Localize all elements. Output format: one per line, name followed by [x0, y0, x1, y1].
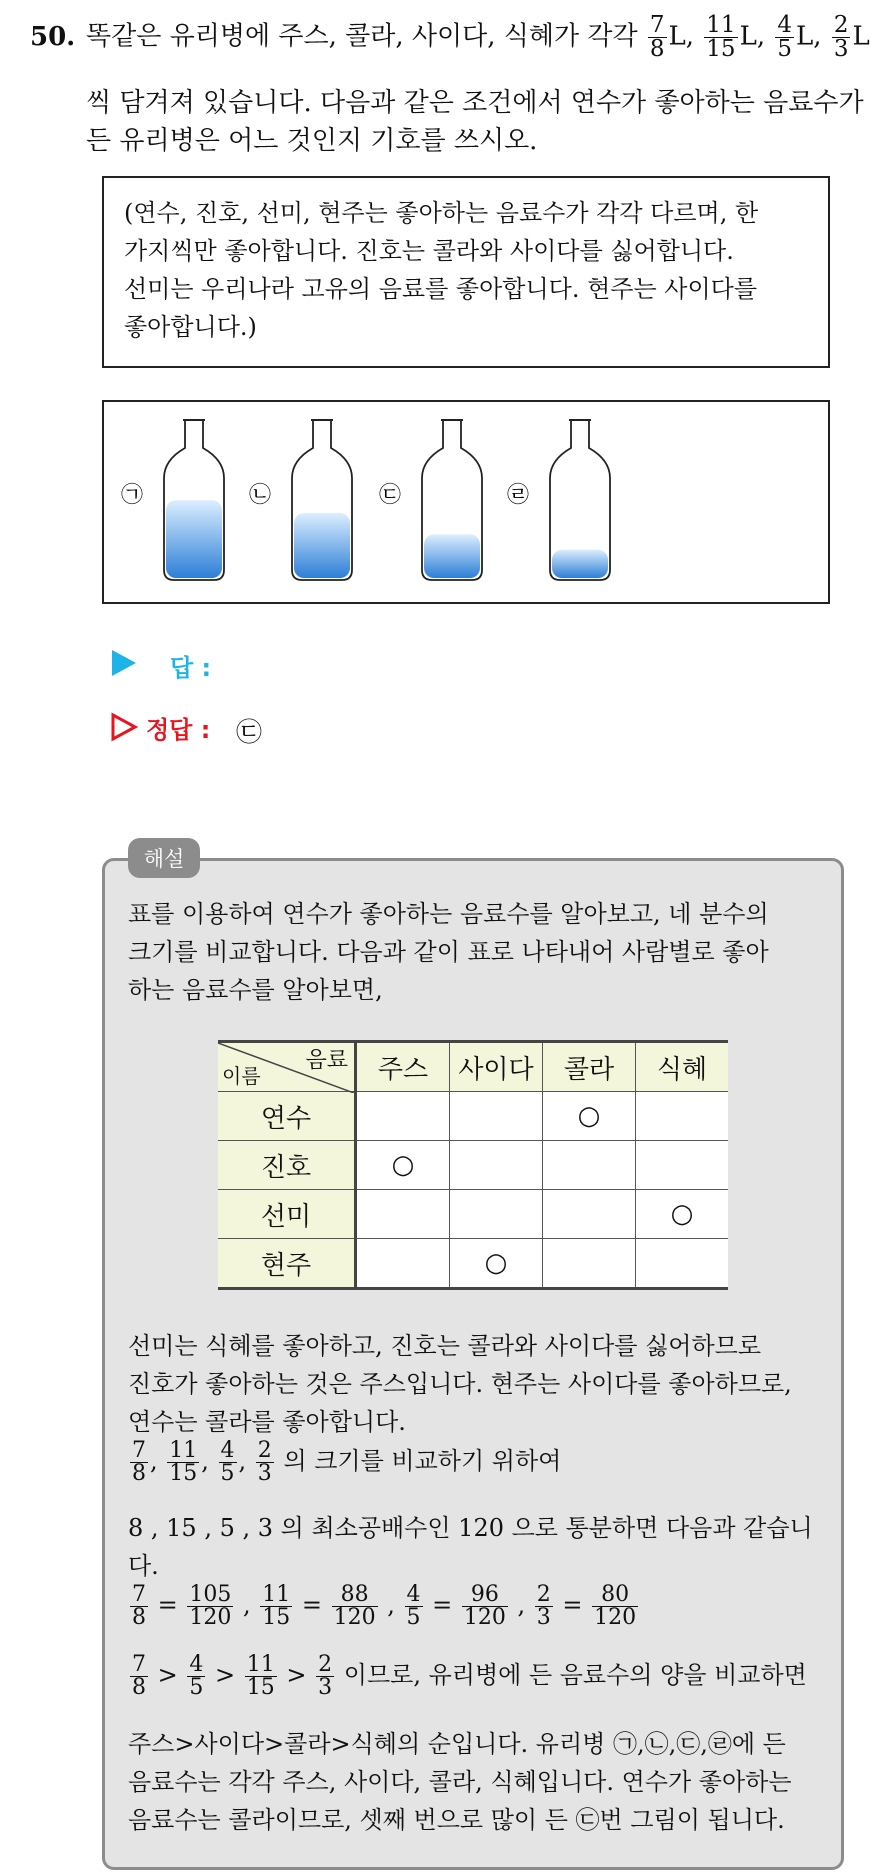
reasoning-line: 선미는 식혜를 좋아하고, 진호는 콜라와 사이다를 싫어하므로	[128, 1332, 762, 1360]
question-line-1	[86, 14, 870, 61]
unit-liter: L,	[739, 21, 766, 52]
explanation-tag: 해설	[128, 838, 200, 878]
correct-arrow-icon	[110, 712, 140, 742]
table-row	[218, 1092, 728, 1141]
equivalent-fraction: $\frac{80}{120}$	[594, 1582, 637, 1630]
conclusion-line: 음료수는 각각 주스, 사이다, 콜라, 식혜입니다. 연수가 좋아하는	[128, 1768, 792, 1796]
compare-text: 의 크기를 비교하기 위하여	[283, 1447, 562, 1475]
order-fraction: $\frac{2}{3}$	[318, 1652, 333, 1700]
fraction-7-8: $\frac{7}{8}$	[649, 12, 665, 62]
lcm-line: 다.	[128, 1552, 159, 1580]
unit-liter: L,	[796, 21, 822, 52]
table-cell	[636, 1141, 729, 1190]
question-line-2: 씩 담겨져 있습니다. 다음과 같은 조건에서 연수가 좋아하는 음료수가	[86, 88, 864, 118]
order-fraction: $\frac{7}{8}$	[132, 1652, 146, 1700]
reasoning-line: 진호가 좋아하는 것은 주스입니다. 현주는 사이다를 좋아하므로,	[128, 1370, 792, 1398]
table-cell: ○	[636, 1190, 729, 1239]
order-text: 이므로, 유리병에 든 음료수의 양을 비교하면	[343, 1661, 807, 1689]
fraction-4-5: $\frac{4}{5}$	[777, 12, 793, 62]
explanation-intro-line: 표를 이용하여 연수가 좋아하는 음료수를 알아보고, 네 분수의	[128, 900, 769, 928]
condition-line: 선미는 우리나라 고유의 음료를 좋아합니다. 현주는 사이다를	[124, 275, 758, 303]
compare-fraction: $\frac{11}{15}$	[169, 1438, 198, 1486]
table-cell	[543, 1141, 636, 1190]
bottle-label: ㉡	[248, 483, 272, 508]
table-row-name: 현주	[218, 1239, 356, 1289]
reasoning-line: 연수는 콜라를 좋아합니다.	[128, 1408, 406, 1436]
table-header-drink: 사이다	[450, 1042, 543, 1092]
table-cell: ○	[450, 1239, 543, 1289]
preference-table	[218, 1040, 728, 1290]
bottle-label: ㉣	[506, 483, 530, 508]
bottles-illustration	[104, 402, 828, 602]
answer-label: 답 :	[170, 654, 212, 682]
bottle-2	[249, 420, 352, 580]
question-line-1-text: 똑같은 유리병에 주스, 콜라, 사이다, 식혜가 각각	[86, 21, 638, 52]
compare-fraction: $\frac{7}{8}$	[132, 1438, 146, 1486]
water-fill	[166, 500, 222, 578]
equivalent-fraction: $\frac{2}{3}$	[536, 1582, 551, 1630]
table-row	[218, 1141, 728, 1190]
correct-answer-value: ㉢	[236, 718, 263, 748]
compare-fraction: $\frac{2}{3}$	[257, 1438, 272, 1486]
fraction-2-3: $\frac{2}{3}$	[833, 12, 849, 62]
equivalent-fraction: $\frac{7}{8}$	[132, 1582, 146, 1630]
equivalents-line: $\frac{7}{8}$ = $\frac{105}{120}$ , $\frac{11}{15}$ = $\frac{88}{120}$ , $\frac{4}{5}$ = $\frac{96}{120}$ , $\frac{2}{3}$ = $\frac{80}{120}$	[132, 1582, 637, 1630]
table-corner-cell	[218, 1042, 356, 1092]
order-fraction: $\frac{4}{5}$	[189, 1652, 204, 1700]
equivalent-fraction: $\frac{88}{120}$	[333, 1582, 376, 1630]
water-fill	[552, 550, 608, 578]
compare-fraction: $\frac{4}{5}$	[220, 1438, 235, 1486]
table-cell: ○	[356, 1141, 450, 1190]
table-header-drink: 식혜	[636, 1042, 729, 1092]
corner-header-name: 이름	[222, 1064, 261, 1088]
condition-line: (연수, 진호, 선미, 현주는 좋아하는 음료수가 각각 다르며, 한	[124, 199, 759, 227]
lcm-line: 8 , 15 , 5 , 3 의 최소공배수인 120 으로 통분하면 다음과 같습니	[128, 1514, 813, 1542]
table-row-name: 선미	[218, 1190, 356, 1239]
table-cell	[543, 1239, 636, 1289]
condition-line: 가지씩만 좋아합니다. 진호는 콜라와 사이다를 싫어합니다.	[124, 237, 734, 265]
water-fill	[294, 513, 350, 578]
equivalent-fraction: $\frac{11}{15}$	[262, 1582, 291, 1630]
table-header-drink: 콜라	[543, 1042, 636, 1092]
table-cell: ○	[543, 1092, 636, 1141]
equivalent-fraction: $\frac{105}{120}$	[189, 1582, 232, 1630]
table-cell	[636, 1092, 729, 1141]
table-header-drink: 주스	[356, 1042, 450, 1092]
explanation-intro-line: 크기를 비교합니다. 다음과 같이 표로 나타내어 사람별로 좋아	[128, 938, 769, 966]
compare-line: $\frac{7}{8}$ , $\frac{11}{15}$ , $\frac{4}{5}$ , $\frac{2}{3}$ 의 크기를 비교하기 위하여	[132, 1438, 562, 1486]
question-line-3: 든 유리병은 어느 것인지 기호를 쓰시오.	[86, 126, 538, 156]
bottle-label: ㉢	[378, 483, 402, 508]
table-cell	[450, 1092, 543, 1141]
explanation-intro-line: 하는 음료수를 알아보면,	[128, 976, 383, 1004]
table-cell	[450, 1141, 543, 1190]
unit-liter: L	[852, 21, 870, 52]
corner-header-drink: 음료	[305, 1048, 348, 1073]
question-number: 50.	[30, 22, 76, 52]
order-line: $\frac{7}{8}$ > $\frac{4}{5}$ > $\frac{11}{15}$ > $\frac{2}{3}$ 이므로, 유리병에 든 음료수의 양을 비교하면	[132, 1652, 807, 1700]
table-cell	[356, 1239, 450, 1289]
bottles-box	[102, 400, 830, 604]
fraction-11-15: $\frac{11}{15}$	[706, 12, 736, 62]
conclusion-line: 주스>사이다>콜라>식혜의 순입니다. 유리병 ㉠,㉡,㉢,㉣에 든	[128, 1730, 786, 1758]
bottle-1	[121, 420, 224, 580]
conclusion-line: 음료수는 콜라이므로, 셋째 번으로 많이 든 ㉢번 그림이 됩니다.	[128, 1806, 785, 1834]
table-cell	[543, 1190, 636, 1239]
equivalent-fraction: $\frac{96}{120}$	[463, 1582, 506, 1630]
water-fill	[424, 534, 480, 578]
bottle-label: ㉠	[120, 483, 144, 508]
bottle-3	[379, 420, 482, 580]
order-fraction: $\frac{11}{15}$	[246, 1652, 275, 1700]
table-cell	[636, 1239, 729, 1289]
table-cell	[356, 1190, 450, 1239]
table-row	[218, 1239, 728, 1289]
conditions-text	[124, 194, 814, 346]
unit-liter: L,	[668, 21, 695, 52]
equivalent-fraction: $\frac{4}{5}$	[406, 1582, 421, 1630]
correct-answer-label: 정답 :	[146, 716, 211, 744]
table-row	[218, 1190, 728, 1239]
table-cell	[356, 1092, 450, 1141]
table-row-name: 진호	[218, 1141, 356, 1190]
table-cell	[450, 1190, 543, 1239]
bottle-4	[507, 420, 610, 580]
condition-line: 좋아합니다.)	[124, 313, 257, 341]
answer-arrow-icon	[110, 648, 140, 678]
table-row-name: 연수	[218, 1092, 356, 1141]
